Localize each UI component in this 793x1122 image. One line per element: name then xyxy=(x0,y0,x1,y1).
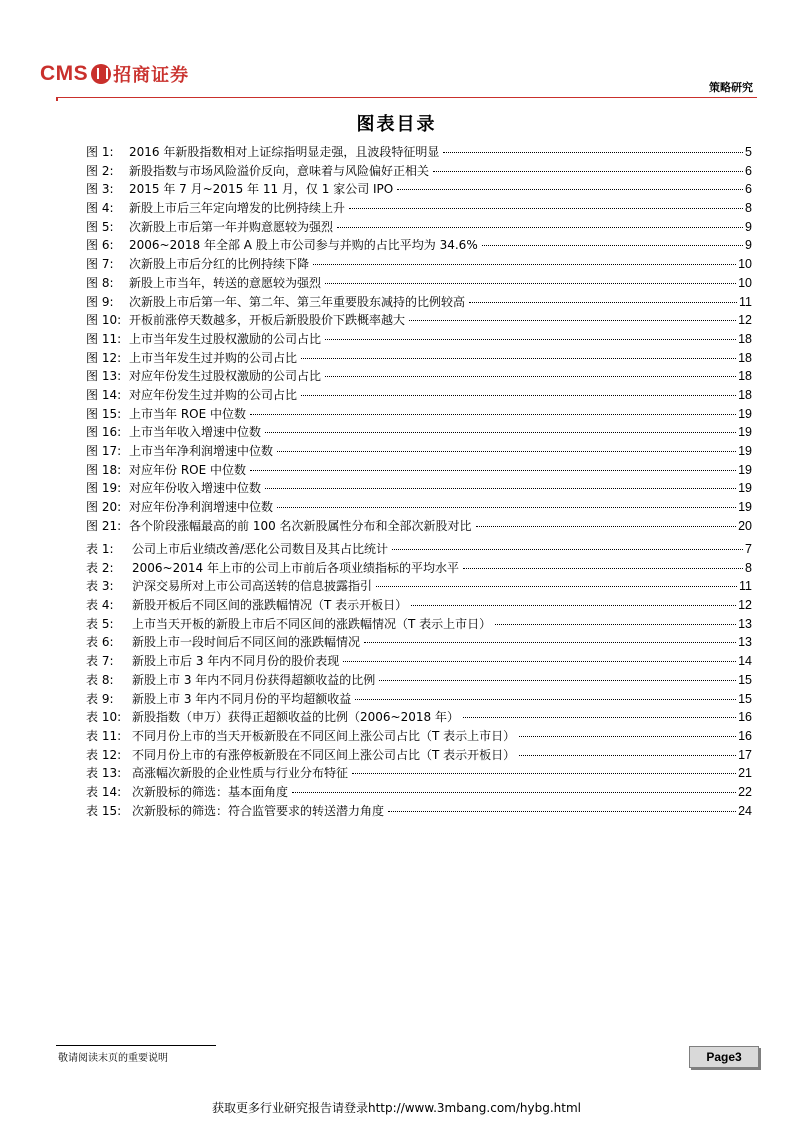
figure-entry[interactable] xyxy=(86,461,752,480)
dot-leader xyxy=(433,171,743,172)
entry-label: 图 6: xyxy=(86,238,114,253)
entry-label: 表 8: xyxy=(86,672,114,687)
table-entry[interactable] xyxy=(86,615,752,634)
table-entry[interactable] xyxy=(86,746,752,765)
entry-page-number: 6 xyxy=(745,163,752,178)
logo-seal-icon xyxy=(91,64,111,84)
dot-leader xyxy=(277,507,736,508)
table-entry[interactable] xyxy=(86,783,752,802)
entry-label: 表 1: xyxy=(86,542,114,556)
entry-title: 不同月份上市的当天开板新股在不同区间上涨公司占比（T 表示上市日） xyxy=(132,728,516,743)
entry-label: 图 16: xyxy=(86,425,122,440)
figure-entry[interactable] xyxy=(86,498,752,517)
entry-label: 图 11: xyxy=(86,331,122,346)
section-label: 策略研究 xyxy=(709,81,753,94)
disclaimer-note: 敬请阅读末页的重要说明 xyxy=(58,1053,168,1064)
entry-label: 图 4: xyxy=(86,201,114,216)
entry-label: 图 18: xyxy=(86,462,122,477)
entry-page-number: 17 xyxy=(738,747,752,762)
table-entry[interactable] xyxy=(86,540,752,559)
dot-leader xyxy=(325,339,736,340)
entry-title: 对应年份收入增速中位数 xyxy=(129,481,262,496)
entry-title: 次新股上市后分红的比例持续下降 xyxy=(129,257,310,272)
entry-label: 表 12: xyxy=(86,747,122,762)
dot-leader xyxy=(443,152,743,153)
footer-divider xyxy=(56,1045,216,1046)
entry-title: 新股指数与市场风险溢价反向，意味着与风险偏好正相关 xyxy=(129,163,430,178)
figure-entry[interactable] xyxy=(86,293,752,312)
dot-leader xyxy=(337,227,743,228)
entry-label: 图 17: xyxy=(86,444,122,458)
dot-leader xyxy=(476,526,737,527)
entry-label: 图 13: xyxy=(86,369,122,384)
table-entry[interactable] xyxy=(86,577,752,596)
entry-title: 新股上市 3 年内不同月份的平均超额收益 xyxy=(132,691,352,706)
entry-title: 2006~2018 年全部 A 股上市公司参与并购的占比平均为 34.6% xyxy=(129,238,478,253)
table-entry[interactable] xyxy=(86,708,752,727)
entry-page-number: 16 xyxy=(738,728,752,743)
entry-page-number: 10 xyxy=(738,275,752,290)
table-entry[interactable] xyxy=(86,690,752,709)
entry-title: 上市当年发生过并购的公司占比 xyxy=(129,350,298,365)
figure-entry[interactable] xyxy=(86,199,752,218)
dot-leader xyxy=(379,680,736,681)
table-entry[interactable] xyxy=(86,802,752,821)
dot-leader xyxy=(292,792,736,793)
dot-leader xyxy=(495,624,736,625)
figure-entry[interactable] xyxy=(86,162,752,181)
entry-page-number: 16 xyxy=(738,710,752,725)
table-entry[interactable] xyxy=(86,633,752,652)
entry-label: 表 15: xyxy=(86,803,122,818)
dot-leader xyxy=(463,717,736,718)
entry-title: 对应年份发生过股权激励的公司占比 xyxy=(129,369,322,384)
table-entry[interactable] xyxy=(86,727,752,746)
figure-entry[interactable] xyxy=(86,218,752,237)
entry-label: 表 9: xyxy=(86,691,114,706)
entry-page-number: 15 xyxy=(738,672,752,687)
dot-leader xyxy=(250,470,736,471)
entry-page-number: 19 xyxy=(738,500,752,515)
figure-entry[interactable] xyxy=(86,386,752,405)
entry-label: 图 12: xyxy=(86,350,122,365)
entry-label: 图 21: xyxy=(86,518,122,533)
figure-entry[interactable] xyxy=(86,330,752,349)
entry-page-number: 19 xyxy=(738,481,752,496)
entry-title: 对应年份发生过并购的公司占比 xyxy=(129,387,298,402)
entry-label: 表 3: xyxy=(86,579,114,594)
figure-entry[interactable] xyxy=(86,180,752,199)
dot-leader xyxy=(352,773,736,774)
dot-leader xyxy=(349,208,743,209)
entry-title: 2006~2014 年上市的公司上市前后各项业绩指标的平均水平 xyxy=(132,560,459,575)
dot-leader xyxy=(277,451,736,452)
entry-page-number: 21 xyxy=(738,766,752,781)
dot-leader xyxy=(469,302,737,303)
entry-page-number: 13 xyxy=(738,616,752,631)
entry-page-number: 18 xyxy=(738,387,752,402)
dot-leader xyxy=(301,395,736,396)
entry-label: 图 20: xyxy=(86,500,122,515)
entry-label: 图 1: xyxy=(86,145,114,159)
entry-page-number: 13 xyxy=(738,635,752,650)
figure-entry[interactable] xyxy=(86,517,752,536)
entry-title: 不同月份上市的有涨停板新股在不同区间上涨公司占比（T 表示开板日） xyxy=(132,747,516,762)
entry-label: 表 10: xyxy=(86,710,122,725)
table-list xyxy=(86,540,752,820)
dot-leader xyxy=(265,432,736,433)
entry-page-number: 22 xyxy=(738,784,752,799)
table-entry[interactable] xyxy=(86,671,752,690)
figure-entry[interactable] xyxy=(86,255,752,274)
entry-label: 图 5: xyxy=(86,219,114,234)
figure-entry[interactable] xyxy=(86,274,752,293)
dot-leader xyxy=(376,586,737,587)
dot-leader xyxy=(343,661,736,662)
entry-label: 图 7: xyxy=(86,257,114,272)
entry-title: 上市当年净利润增速中位数 xyxy=(129,444,274,458)
entry-page-number: 18 xyxy=(738,331,752,346)
entry-title: 对应年份净利润增速中位数 xyxy=(129,500,274,515)
entry-title: 各个阶段涨幅最高的前 100 名次新股属性分布和全部次新股对比 xyxy=(129,518,472,533)
entry-title: 新股上市当年，转送的意愿较为强烈 xyxy=(129,275,322,290)
entry-title: 2015 年 7 月~2015 年 11 月，仅 1 家公司 IPO xyxy=(129,182,394,197)
entry-label: 图 14: xyxy=(86,387,122,402)
entry-page-number: 19 xyxy=(738,444,752,458)
figure-entry[interactable] xyxy=(86,143,752,162)
page-number: Page3 xyxy=(689,1046,759,1068)
watermark-link[interactable]: 获取更多行业研究报告请登录http://www.3mbang.com/hybg.html xyxy=(211,1101,581,1115)
header-divider-tick xyxy=(56,97,58,101)
entry-label: 表 5: xyxy=(86,616,114,631)
entry-title: 次新股标的筛选：符合监管要求的转送潜力角度 xyxy=(132,803,385,818)
entry-title: 新股上市一段时间后不同区间的涨跌幅情况 xyxy=(132,635,361,650)
entry-page-number: 11 xyxy=(739,294,752,309)
entry-label: 表 11: xyxy=(86,728,122,743)
dot-leader xyxy=(482,245,743,246)
entry-title: 新股上市后三年定向增发的比例持续上升 xyxy=(129,201,346,216)
entry-label: 表 14: xyxy=(86,784,122,799)
entry-page-number: 24 xyxy=(738,803,752,818)
entry-label: 表 4: xyxy=(86,598,114,613)
entry-label: 图 10: xyxy=(86,313,122,328)
dot-leader xyxy=(265,488,736,489)
figure-entry[interactable] xyxy=(86,479,752,498)
header-divider xyxy=(56,97,757,98)
page-title: 图表目录 xyxy=(356,114,437,135)
figure-entry[interactable] xyxy=(86,442,752,461)
entry-title: 新股上市 3 年内不同月份获得超额收益的比例 xyxy=(132,672,376,687)
dot-leader xyxy=(392,549,743,550)
dot-leader xyxy=(519,736,736,737)
dot-leader xyxy=(409,320,736,321)
entry-label: 表 2: xyxy=(86,560,114,575)
dot-leader xyxy=(325,283,736,284)
figure-entry[interactable] xyxy=(86,349,752,368)
dot-leader xyxy=(411,605,736,606)
entry-label: 表 13: xyxy=(86,766,122,781)
figure-list xyxy=(86,143,752,535)
dot-leader xyxy=(313,264,736,265)
entry-page-number: 9 xyxy=(745,238,752,253)
entry-page-number: 12 xyxy=(738,598,752,613)
figure-entry[interactable] xyxy=(86,311,752,330)
dot-leader xyxy=(519,755,736,756)
table-entry[interactable] xyxy=(86,559,752,578)
entry-page-number: 8 xyxy=(745,560,752,575)
entry-label: 表 7: xyxy=(86,654,114,669)
entry-title: 上市当年收入增速中位数 xyxy=(129,425,262,440)
dot-leader xyxy=(355,699,736,700)
figure-entry[interactable] xyxy=(86,367,752,386)
entry-page-number: 15 xyxy=(738,691,752,706)
entry-page-number: 7 xyxy=(745,542,752,556)
entry-page-number: 19 xyxy=(738,425,752,440)
table-entry[interactable] xyxy=(86,596,752,615)
entry-title: 沪深交易所对上市公司高送转的信息披露指引 xyxy=(132,579,373,594)
entry-title: 对应年份 ROE 中位数 xyxy=(129,462,246,477)
entry-title: 开板前涨停天数越多，开板后新股股价下跌概率越大 xyxy=(129,313,406,328)
entry-page-number: 18 xyxy=(738,369,752,384)
dot-leader xyxy=(463,568,743,569)
entry-label: 图 2: xyxy=(86,163,114,178)
entry-title: 2016 年新股指数相对上证综指明显走强，且波段特征明显 xyxy=(129,145,440,159)
dot-leader xyxy=(388,811,736,812)
figure-entry[interactable] xyxy=(86,423,752,442)
dot-leader xyxy=(325,376,736,377)
dot-leader xyxy=(364,642,736,643)
entry-label: 图 15: xyxy=(86,406,122,421)
figure-entry[interactable] xyxy=(86,236,752,255)
entry-title: 上市当天开板的新股上市后不同区间的涨跌幅情况（T 表示上市日） xyxy=(132,616,492,631)
entry-title: 上市当年 ROE 中位数 xyxy=(129,406,246,421)
entry-page-number: 11 xyxy=(739,579,752,594)
entry-page-number: 6 xyxy=(745,182,752,197)
entry-page-number: 5 xyxy=(745,145,752,159)
entry-label: 图 19: xyxy=(86,481,122,496)
entry-page-number: 19 xyxy=(738,406,752,421)
entry-title: 新股开板后不同区间的涨跌幅情况（T 表示开板日） xyxy=(132,598,408,613)
entry-page-number: 9 xyxy=(745,219,752,234)
logo-chinese-text: 招商证券 xyxy=(113,65,190,86)
entry-page-number: 8 xyxy=(745,201,752,216)
entry-label: 图 9: xyxy=(86,294,114,309)
dot-leader xyxy=(397,189,743,190)
entry-page-number: 20 xyxy=(738,518,752,533)
entry-title: 上市当年发生过股权激励的公司占比 xyxy=(129,331,322,346)
entry-title: 新股上市后 3 年内不同月份的股价表现 xyxy=(132,654,340,669)
table-entry[interactable] xyxy=(86,764,752,783)
logo-latin-text: CMS xyxy=(40,62,89,85)
entry-label: 图 3: xyxy=(86,182,114,197)
figure-entry[interactable] xyxy=(86,405,752,424)
entry-page-number: 10 xyxy=(738,257,752,272)
entry-title: 次新股标的筛选：基本面角度 xyxy=(132,784,289,799)
entry-page-number: 19 xyxy=(738,462,752,477)
entry-title: 次新股上市后第一年、第二年、第三年重要股东减持的比例较高 xyxy=(129,294,466,309)
company-logo xyxy=(40,56,189,92)
entry-label: 表 6: xyxy=(86,635,114,650)
entry-page-number: 18 xyxy=(738,350,752,365)
entry-title: 高涨幅次新股的企业性质与行业分布特征 xyxy=(132,766,349,781)
entry-title: 新股指数（申万）获得正超额收益的比例（2006~2018 年） xyxy=(132,710,459,725)
entry-title: 公司上市后业绩改善/恶化公司数目及其占比统计 xyxy=(132,542,389,556)
entry-page-number: 12 xyxy=(738,313,752,328)
dot-leader xyxy=(250,414,736,415)
dot-leader xyxy=(301,358,736,359)
entry-title: 次新股上市后第一年并购意愿较为强烈 xyxy=(129,219,334,234)
entry-label: 图 8: xyxy=(86,275,114,290)
entry-page-number: 14 xyxy=(738,654,752,669)
table-entry[interactable] xyxy=(86,652,752,671)
